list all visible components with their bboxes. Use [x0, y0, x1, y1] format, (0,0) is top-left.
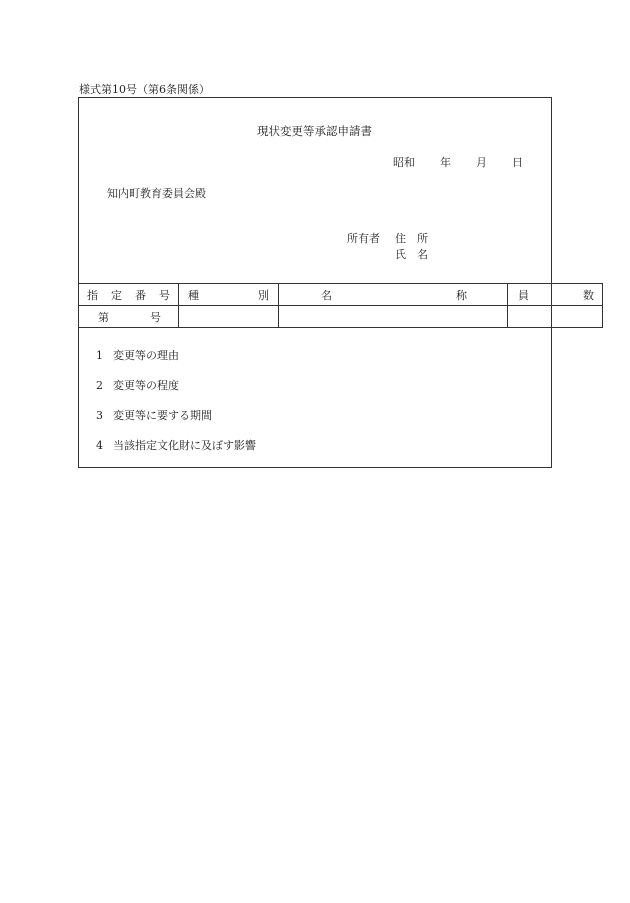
item-number: 3 [96, 409, 103, 422]
header-char: 員 [518, 288, 529, 302]
date-year: 年 [440, 156, 451, 169]
form-label: 様式第10号（第6条関係） [79, 83, 210, 96]
header-type [179, 284, 279, 306]
owner-address-label: 住 所 [395, 232, 428, 245]
item-number: 1 [96, 349, 103, 362]
item-text: 変更等の理由 [113, 349, 179, 362]
date-month: 月 [476, 156, 487, 169]
list-item [96, 347, 179, 363]
application-form [78, 97, 594, 468]
date-era: 昭和 [393, 156, 415, 169]
header-name [279, 284, 508, 306]
header-char: 数 [583, 288, 594, 302]
count-cell[interactable] [508, 306, 603, 328]
header-designation-number [79, 284, 179, 306]
header-char: 定 [111, 288, 122, 302]
number-prefix: 第 [98, 310, 109, 324]
item-text: 変更等に要する期間 [113, 409, 212, 422]
item-text: 当該指定文化財に及ぼす影響 [113, 439, 256, 452]
list-item [96, 377, 179, 393]
table-header-row [79, 284, 603, 306]
name-cell[interactable] [279, 306, 508, 328]
table-row [79, 306, 603, 328]
header-char: 種 [188, 288, 199, 302]
header-char: 別 [258, 288, 269, 302]
item-number: 4 [96, 439, 103, 452]
type-cell[interactable] [179, 306, 279, 328]
header-count [508, 284, 603, 306]
header-char: 指 [87, 288, 98, 302]
list-item [96, 437, 256, 453]
header-char: 名 [321, 288, 332, 302]
addressee: 知内町教育委員会殿 [107, 187, 206, 200]
header-char: 号 [159, 288, 170, 302]
item-number: 2 [96, 379, 103, 392]
owner-label: 所有者 [347, 232, 380, 245]
document-title: 現状変更等承認申請書 [257, 124, 372, 138]
header-char: 称 [456, 288, 467, 302]
date-day: 日 [512, 156, 523, 169]
header-char: 番 [135, 288, 146, 302]
owner-name-label: 氏 名 [395, 248, 428, 261]
number-suffix: 号 [150, 310, 161, 324]
property-table [78, 283, 603, 328]
item-text: 変更等の程度 [113, 379, 179, 392]
number-cell[interactable] [79, 306, 179, 328]
list-item [96, 407, 212, 423]
